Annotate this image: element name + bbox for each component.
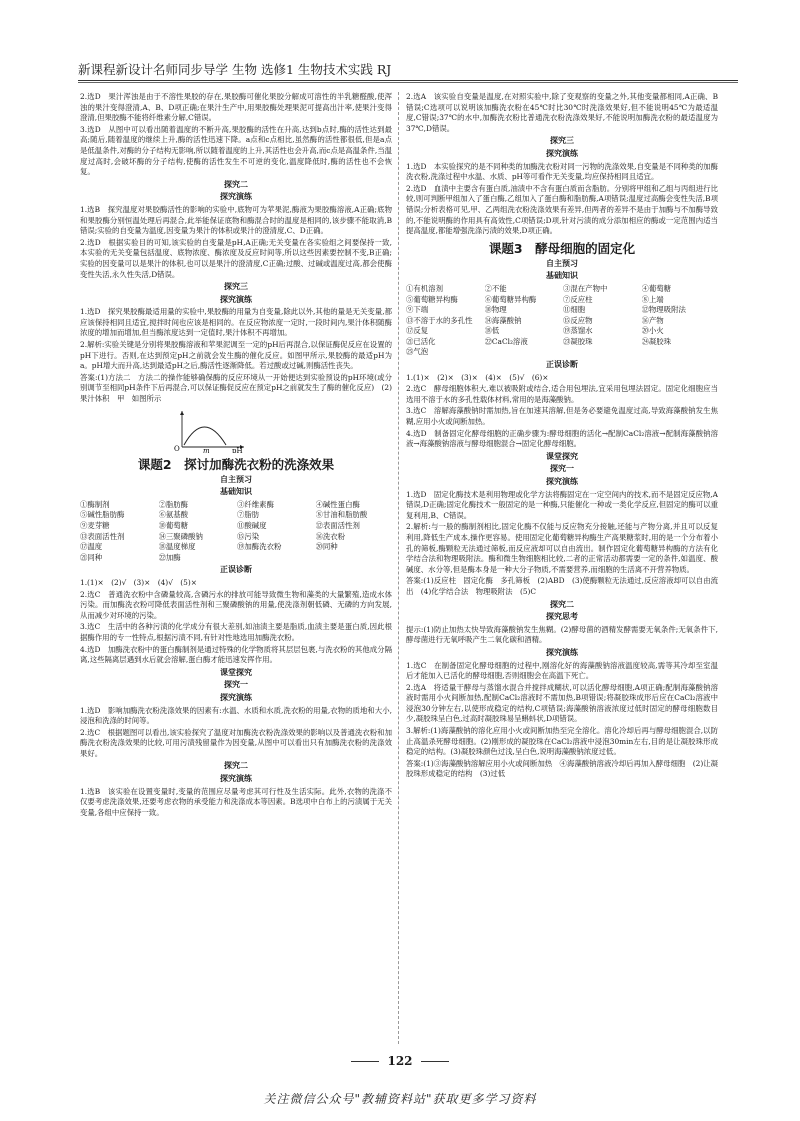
judgement-answers: 1.(1)× (2)× (3)× (4)× (5)√ (6)×	[406, 372, 549, 382]
section-subheading: 正误诊断	[220, 565, 252, 575]
paragraph: 2.解析:实验关键是分别将果胶酶溶液和苹果泥调至一定的pH后再混合,以保证酶促反应在设置的pH下进行。否则,在达到预定pH之前就会发生酶的催化反应。如图甲所示,果胶酶的最适pH为a。pH增大而升高,达到最适pH之后,酶活性逐渐降低。若过酸或过碱,则酶活性丧失。	[80, 340, 392, 371]
right-column	[406, 92, 718, 1044]
knowledge-grid	[406, 284, 718, 358]
section-subheading: 探究演练	[546, 647, 578, 657]
paragraph: 1.选B 该实验在设置变量时,变量的范围应尽量考虑其可行性及生活实际。此外,衣物的洗涤不仅要考虑洗涤效果,还要考虑衣物的承受能力和洗涤成本等因素。B选项中白布上的污渍属于无关变量,各组中应保持一致。	[80, 786, 392, 817]
paragraph: 3.选D 从图中可以看出随着温度的不断升高,果胶酶的活性在升高,达到b点时,酶的活性达到最高;随后,随着温度的继续上升,酶的活性迅速下降。a点和c点相比,虽然酶的活性都很低,但是a点是低温条件,对酶的分子结构无影响,所以随着温度的上升,其活性也会升高,而c点是高温条件,当温度过高时,会破坏酶的分子结构,使酶的活性发生不可逆的变化,温度降低时,酶的活性也不会恢复。	[80, 124, 392, 177]
running-header: 新课程新设计名师同步导学 生物 选修1 生物技术实践 RJ	[78, 62, 392, 77]
section-heading: 探究一	[224, 680, 248, 690]
knowledge-item: ⑥葡萄糖异构酶	[484, 294, 537, 304]
left-column	[80, 92, 392, 1044]
knowledge-item	[485, 347, 562, 358]
paragraph: 3.选C 生活中的各种污渍的化学成分有很大差别,如油渍主要是脂质,血渍主要是蛋白质,因此根据酶作用的专一性特点,根据污渍不同,有针对性地选用加酶洗衣粉。	[80, 622, 392, 642]
origin-label: O	[174, 444, 180, 453]
section-heading: 探究二	[224, 761, 248, 771]
hint: 提示:(1)防止加热太快导致海藻酸钠发生焦糊。(2)酵母菌的酒精发酵需要无氧条件;无氧条件下,酵母菌进行无氧呼吸产生二氧化碳和酒精。	[406, 624, 718, 645]
section-heading: 探究三	[550, 136, 574, 146]
knowledge-item: ⑰温度	[80, 542, 103, 552]
activity-curve	[184, 427, 226, 445]
page-number-dash-left	[351, 1061, 379, 1062]
knowledge-item: ②不能	[484, 283, 507, 293]
section-heading: 探究三	[224, 282, 248, 292]
paragraph: 2.选D 根据实验目的可知,该实验的自变量是pH,A正确;无关变量在各实验组之间要保持一致,本实验的无关变量包括温度、底物浓度、酶浓度及反应时间等,所以这些因素要控制不变,B正确;实验的因变量可以是果汁的体积,也可以是果汁的澄清度,C正确;过酸、过碱或温度过高,都会使酶变性失活,永久性失活,D错误。	[80, 237, 392, 279]
knowledge-item: ④葡萄糖	[641, 283, 672, 293]
knowledge-item: ⑥氨基酸	[158, 510, 189, 520]
paragraph: 2.解析:与一般的酶制剂相比,固定化酶不仅能与反应物充分接触,还能与产物分离,并且可以反复利用,降低生产成本,操作更容易。使用固定化葡萄糖异构酶生产高果糖浆时,用的是一个分布着小孔的筛板,酶颗粒无法通过筛板,而反应液却可以自由流出。制作固定化葡萄糖异构酶的方法有化学结合法和物理吸附法。酶和微生物细胞相比较,二者的正常活动都需要一定的条件,如温度、酸碱度、水分等,但是酶本身是一种大分子物质,不需要营养,而细胞的生活离不开营养物质。	[406, 522, 718, 574]
section-heading: 自主预习	[546, 258, 578, 268]
knowledge-item: ⑭海藻酸钠	[484, 315, 522, 325]
paragraph: 2.选D 果汁浑浊是由于不溶性果胶的存在,果胶酶可催化果胶分解成可溶性的半乳糖醛酸,使浑浊的果汁变得澄清,A、B、D项正确;在果汁生产中,用果胶酶处理果泥可提高出汁率,使果汁变得澄清,但果胶酶不能将纤维素分解,C错误。	[80, 92, 392, 123]
knowledge-item: ⑱温度梯度	[158, 542, 196, 552]
header-rule-thin	[78, 82, 738, 83]
knowledge-item: ⑱低	[484, 326, 500, 336]
knowledge-item: ⑤碱性脂肪酶	[80, 510, 125, 520]
knowledge-item: ⑮污染	[237, 531, 260, 541]
section-subheading: 基础知识	[546, 271, 578, 281]
answer: 答案:(1)方法二 方法二的操作能够确保酶的反应环境从一开始便达到实验预设的pH环境(或分别调节至相同pH条件下后再混合,可以保证酶促反应在预定pH之前就发生了酶的催化反应) (2)果汁体积 甲 如图所示	[80, 372, 392, 404]
knowledge-item: ③混在产物中	[563, 283, 608, 293]
lesson-title: 课题3 酵母细胞的固定化	[488, 240, 636, 256]
section-subheading: 探究演练	[546, 148, 578, 158]
knowledge-item: ⑦反应柱	[563, 294, 593, 304]
page-number-text: 122	[387, 1054, 413, 1068]
knowledge-item: ㉕气泡	[406, 347, 429, 357]
knowledge-item: ②脂肪酶	[158, 499, 189, 509]
knowledge-item: ⑬不溶于水的多孔性	[406, 315, 473, 325]
header-rule	[78, 80, 738, 81]
knowledge-item: ⑫表面活性剂	[315, 521, 360, 530]
knowledge-item: ⑫物理吸附法	[641, 305, 686, 315]
knowledge-item	[237, 553, 314, 564]
paragraph: 1.选D 影响加酶洗衣粉洗涤效果的因素有:水温、水质和水质,洗衣粉的用量,衣物的质地和大小,浸泡和洗涤的时间等。	[80, 705, 392, 726]
knowledge-item: ⑲加酶洗衣粉	[237, 542, 282, 552]
knowledge-item: ⑮反应物	[563, 315, 593, 325]
knowledge-item: ⑦脂肪	[237, 510, 260, 520]
section-subheading: 探究演练	[220, 774, 252, 784]
paragraph: 3.解析:(1)海藻酸钠的溶化应用小火或间断加热至完全溶化。溶化冷却后再与酵母细胞混合,以防止高温杀死酵母细胞。(2)刚形成的凝胶珠在CaCl₂溶液中浸泡30min左右,目的是让凝胶珠形成稳定的结构。(3)凝胶珠颜色过浅,呈白色,说明海藻酸钠浓度过低。	[406, 726, 718, 757]
knowledge-item: ⑳小火	[641, 326, 664, 336]
knowledge-item: ⑧甘油和脂肪酸	[315, 510, 368, 520]
paragraph: 1.选B 探究温度对果胶酶活性的影响的实验中,底物可为苹果泥,酶液为果胶酶溶液,A正确;底物和果胶酶分别恒温处理后再混合,此举能保证底物和酶混合时的温度是相同的,该步骤不能取消,B错误;实验的自变量为温度,因变量为果汁的体积或果汁的澄清度,C、D正确。	[80, 204, 392, 236]
footer-promo: 关注微信公众号"教辅资料站"获取更多学习资料	[263, 1092, 537, 1106]
knowledge-grid	[80, 500, 392, 564]
paragraph: 4.选D 加酶洗衣粉中的蛋白酶制剂是通过特殊的化学物质将其层层包裹,与洗衣粉的其他成分隔离,这些隔离层遇到水后就会溶解,蛋白酶才能迅速发挥作用。	[80, 644, 392, 665]
section-heading: 探究二	[224, 179, 248, 189]
knowledge-item	[642, 347, 719, 358]
knowledge-item: ⑨下端	[406, 305, 429, 315]
paragraph: 2.选A 将适量干酵母与蒸馏水混合并搅拌成糊状,可以活化酵母细胞,A项正确;配制海藻酸钠溶液时需用小火间断加热,配制CaCl₂溶液时不需加热,B项错误;将凝胶珠成形后应在CaCl₂溶液中浸泡30分钟左右,以使形成稳定的结构,C项错误;海藻酸钠溶液浓度过低时固定的酵母细胞数目少,凝胶珠呈白色,过高时凝胶珠易呈蝌蚪状,D项错误。	[406, 682, 718, 724]
knowledge-item: ㉑已活化	[406, 336, 436, 346]
knowledge-item: ⑩物理	[484, 305, 507, 315]
knowledge-item: ①有机溶剂	[406, 283, 443, 293]
knowledge-item: ⑳同种	[315, 542, 338, 552]
answer: 答案:(1)反应柱 固定化酶 多孔筛板 (2)ABD (3)使酶颗粒无法通过,反应溶液却可以自由流出 (4)化学结合法 物理吸附法 (5)C	[406, 576, 718, 596]
section-heading: 课堂探究	[546, 451, 578, 461]
section-subheading: 基础知识	[220, 487, 252, 497]
paragraph: 2.选A 该实验自变量是温度,在对照实验中,除了变观察的变量之外,其他变量都相同,A正确、B错误;C选项可以说明该加酶洗衣粉在45℃时比30℃时洗涤效果好,但不能说明45℃为最适温度,C错误;37℃的水中,加酶洗衣粉比普通洗衣粉洗涤效果好,不能说明加酶洗衣粉的最适温度为37℃,D错误。	[406, 92, 718, 133]
knowledge-item	[316, 553, 393, 564]
knowledge-item: ⑬表面活性剂	[80, 531, 125, 541]
knowledge-item: ㉓凝胶珠	[563, 336, 593, 346]
knowledge-item: ⑭三聚磷酸钠	[158, 531, 203, 541]
paragraph: 2.选D 血渍中主要含有蛋白质,油渍中不含有蛋白质而含脂肪。分别将甲组和乙组与丙组进行比较,则可判断甲组加入了蛋白酶,乙组加入了蛋白酶和脂肪酶,A项错误;温度过高酶会变性失活,B项错误;分析表格可见,甲、乙两组洗衣粉洗涤效果有差异,但两者的差异不是由于加酶与不加酶导致的,不能说明酶的作用具有高效性,C项错误;D项,针对污渍的成分添加相应的酶或一定范围内适当提高温度,都能增强洗涤污渍的效果,D项正确。	[406, 183, 718, 236]
knowledge-item: ⑧上端	[641, 294, 664, 304]
paragraph: 3.选C 溶解海藻酸钠时需加热,旨在加速其溶解,但是务必要避免温度过高,导致海藻酸钠发生焦糊,应用小火或间断加热。	[406, 406, 718, 427]
paragraph: 4.选D 制备固定化酵母细胞的正确步骤为:酵母细胞的活化→配制CaCl₂溶液→配制海藻酸钠溶液→海藻酸钠溶液与酵母细胞混合→固定化酵母细胞。	[406, 428, 718, 449]
paragraph: 2.选C 普通洗衣粉中含磷量较高,含磷污水的排放可能导致微生物和藻类的大量繁殖,造成水体污染。而加酶洗衣粉可降低表面活性剂和三聚磷酸钠的用量,使洗涤剂朝低磷、无磷的方向发展,从而减少对环境的污染。	[80, 589, 392, 620]
section-subheading: 探究演练	[546, 477, 578, 486]
knowledge-item: ①酶制剂	[80, 499, 110, 509]
column-divider	[398, 92, 399, 1044]
section-subheading: 探究演练	[220, 192, 252, 202]
section-subheading: 探究演练	[220, 692, 252, 702]
x-mark-label: m	[203, 446, 210, 453]
paragraph: 1.选D 固定化酶技术是利用物理或化学方法将酶固定在一定空间内的技术,而不是固定反应物,A错误,D正确;固定化酶技术一般固定的是一种酶,只能催化一种或一类化学反应,但固定的酶可以重复利用,B、C错误。	[406, 489, 718, 520]
section-subheading: 正误诊断	[546, 360, 578, 370]
paragraph: 1.选D 本实验探究的是不同种类的加酶洗衣粉对同一污物的洗涤效果,自变量是不同种类的加酶洗衣粉,洗涤过程中水温、水质、pH等可看作无关变量,均应保持相同且适宜。	[406, 161, 718, 182]
section-heading: 自主预习	[220, 474, 252, 484]
section-subheading: 探究思考	[546, 612, 578, 622]
knowledge-item: ⑪细胞	[563, 305, 586, 315]
knowledge-item: ⑤葡萄糖异构酶	[406, 294, 458, 304]
knowledge-item: ③纤维素酶	[237, 499, 274, 509]
section-heading: 课堂探究	[220, 667, 252, 677]
answer: 答案:(1)③海藻酸钠溶解应用小火或间断加热 ④海藻酸钠溶液冷却后再加入酵母细胞 (2)让凝胶珠形成稳定的结构 (3)过低	[406, 758, 718, 779]
knowledge-item: ⑨麦芽糖	[80, 521, 110, 530]
knowledge-item: ㉔凝胶珠	[641, 336, 672, 346]
knowledge-item: ㉒加酶	[158, 552, 181, 562]
section-subheading: 探究演练	[220, 294, 252, 304]
paragraph: 1.选C 在制备固定化酵母细胞的过程中,刚溶化好的海藻酸钠溶液温度较高,需等其冷却至室温后才能加入已活化的酵母细胞,否则细胞会在高温下死亡。	[406, 660, 718, 681]
knowledge-item: ㉑同种	[80, 552, 103, 562]
knowledge-item: ⑯洗衣粉	[315, 531, 346, 541]
paragraph: 2.选C 根据题图可以看出,该实验探究了温度对加酶洗衣粉洗涤效果的影响以及普通洗衣粉和加酶洗衣粉洗涤效果的比较,可用污渍残留量作为因变量,从图中可以看出只有加酶洗衣粉的洗涤效果好。	[80, 727, 392, 758]
x-axis-label: pH	[232, 446, 243, 453]
ph-activity-figure	[170, 407, 250, 453]
knowledge-item: ㉒CaCl₂溶液	[484, 336, 528, 346]
lesson-title: 课题2 探讨加酶洗衣粉的洗涤效果	[137, 456, 335, 472]
knowledge-item	[563, 347, 640, 358]
paragraph: 1.选D 探究果胶酶最适用量的实验中,果胶酶的用量为自变量,除此以外,其他的量是无关变量,都应该保持相同且适宜,搅拌时间也应该是相同的。在反应物浓度一定时,一段时间内,果汁体积随酶浓度的增加而增加,但当酶浓度达到一定值时,果汁体积不再增加。	[80, 307, 392, 338]
page-number-dash-right	[421, 1061, 449, 1062]
ph-curve-graph	[170, 407, 250, 453]
knowledge-item: ⑯产物	[641, 315, 664, 325]
paragraph: 2.选C 酵母细胞体积大,难以被吸附或结合,适合用包埋法,宜采用包埋法固定。固定化细胞应当选用不溶于水的多孔性载体材料,常用的是海藻酸钠。	[406, 384, 718, 404]
section-heading: 探究一	[550, 464, 574, 474]
knowledge-item: ⑰反复	[406, 326, 429, 336]
y-axis-arrow	[180, 411, 184, 415]
page-number	[0, 1054, 800, 1068]
section-heading: 探究二	[550, 599, 574, 609]
knowledge-item: ⑪酸碱度	[237, 521, 267, 530]
judgement-answers: 1.(1)× (2)√ (3)× (4)√ (5)×	[80, 577, 197, 587]
knowledge-item: ④碱性蛋白酶	[315, 499, 360, 509]
knowledge-item: ⑲蒸馏水	[563, 326, 593, 336]
knowledge-item: ⑩葡萄糖	[158, 521, 189, 530]
